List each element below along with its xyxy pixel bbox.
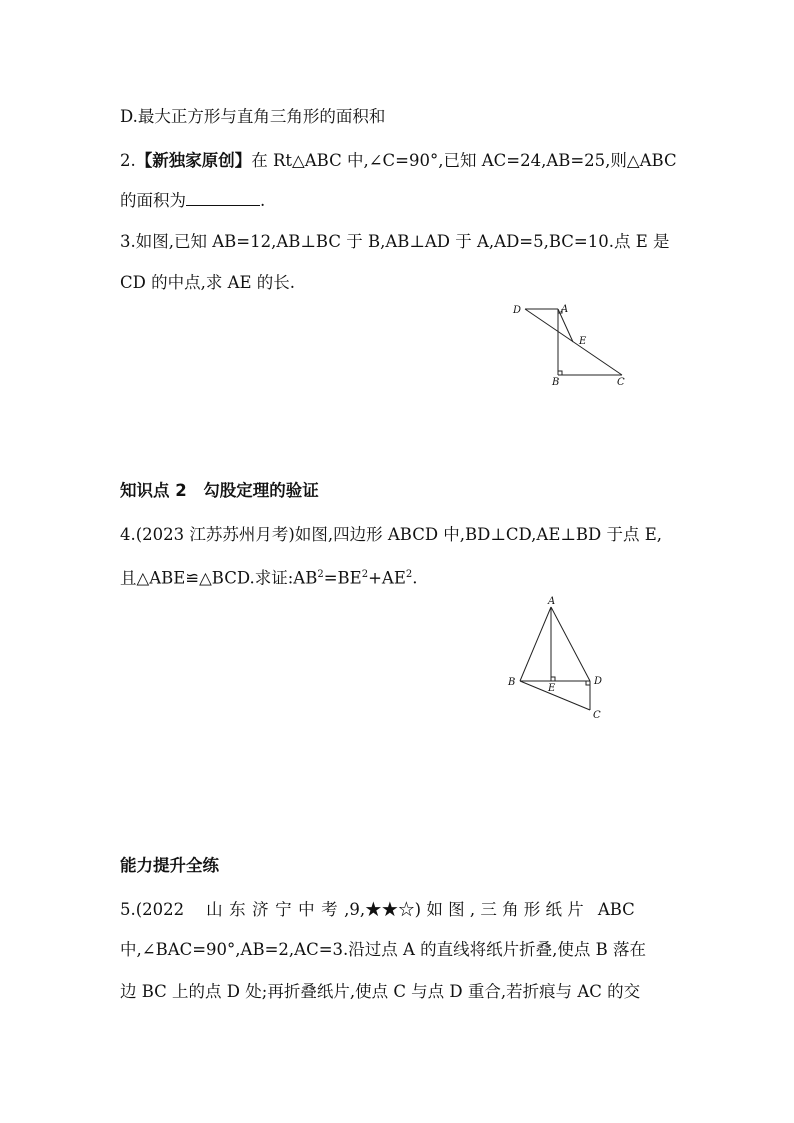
q3-label-c: C (617, 377, 625, 388)
q2-line1 (120, 150, 677, 172)
q4-sup3: 2 (405, 569, 413, 580)
q1-option-d: D.最大正方形与直角三角形的面积和 (120, 107, 386, 126)
q3-line1: 3.如图,已知 AB=12,AB⊥BC 于 B,AB⊥AD 于 A,AD=5,BC=10.点 E 是 (120, 232, 670, 251)
q2-line2-prefix: 的面积为 (120, 191, 186, 210)
q3-line2: CD 的中点,求 AE 的长. (120, 273, 296, 292)
q5-line1-b: 山东济宁中考 (206, 900, 345, 919)
q3-label-d: D (513, 305, 522, 316)
q4-line2-b: =BE (323, 568, 362, 588)
q3-label-b: B (552, 377, 560, 388)
q5-line3: 边 BC 上的点 D 处;再折叠纸片,使点 C 与点 D 重合,若折痕与 AC 的交 (120, 982, 641, 1001)
q5-line1-a: 5.(2022 (120, 900, 185, 919)
q3-figure (505, 298, 640, 393)
q5-line2: 中,∠BAC=90°,AB=2,AC=3.沿过点 A 的直线将纸片折叠,使点 B 落在 (120, 940, 647, 959)
section-ability-practice: 能力提升全练 (120, 856, 219, 875)
q5-line1-d: ABC (597, 900, 635, 919)
q4-label-c: C (593, 710, 601, 721)
q2-number: 2. (120, 151, 136, 170)
q4-right-angle-d (586, 681, 590, 685)
q4-figure (500, 592, 615, 722)
q3-label-e: E (579, 336, 587, 347)
q2-tag: 【新独家原创】 (135, 151, 252, 170)
q4-label-b: B (508, 677, 516, 688)
q3-segment-dc (525, 309, 622, 375)
q4-label-e: E (548, 683, 556, 694)
q2-line2-suffix: . (260, 191, 266, 210)
q5-line1 (120, 899, 635, 921)
q4-sup1: 2 (317, 569, 324, 580)
q4-line2-c: +AE (368, 568, 406, 588)
q4-line2 (120, 564, 418, 590)
q4-label-d: D (594, 676, 603, 687)
q4-right-angle-e (551, 677, 555, 681)
q5-line1-c: ,9,★★☆) 如 图 , 三 角 形 纸 片 (344, 900, 584, 919)
q2-answer-blank[interactable] (186, 191, 260, 206)
q4-line1: 4.(2023 江苏苏州月考)如图,四边形 ABCD 中,BD⊥CD,AE⊥BD 于点 E, (120, 525, 663, 544)
q4-line2-a: 且△ABE≌△BCD.求证:AB (120, 568, 318, 588)
q2-line2 (120, 190, 265, 212)
q3-right-angle-b (558, 371, 562, 375)
section-knowledge-point-2: 知识点 2 勾股定理的验证 (120, 481, 319, 500)
q4-segment-ab (520, 607, 551, 681)
q4-line2-d: . (412, 568, 418, 588)
q3-label-a: A (561, 304, 569, 315)
q4-label-a: A (548, 596, 556, 607)
q4-sup2: 2 (361, 569, 369, 580)
q2-line1-text: 在 Rt△ABC 中,∠C=90°,已知 AC=24,AB=25,则△ABC (251, 151, 677, 170)
q4-segment-ad (551, 607, 590, 681)
